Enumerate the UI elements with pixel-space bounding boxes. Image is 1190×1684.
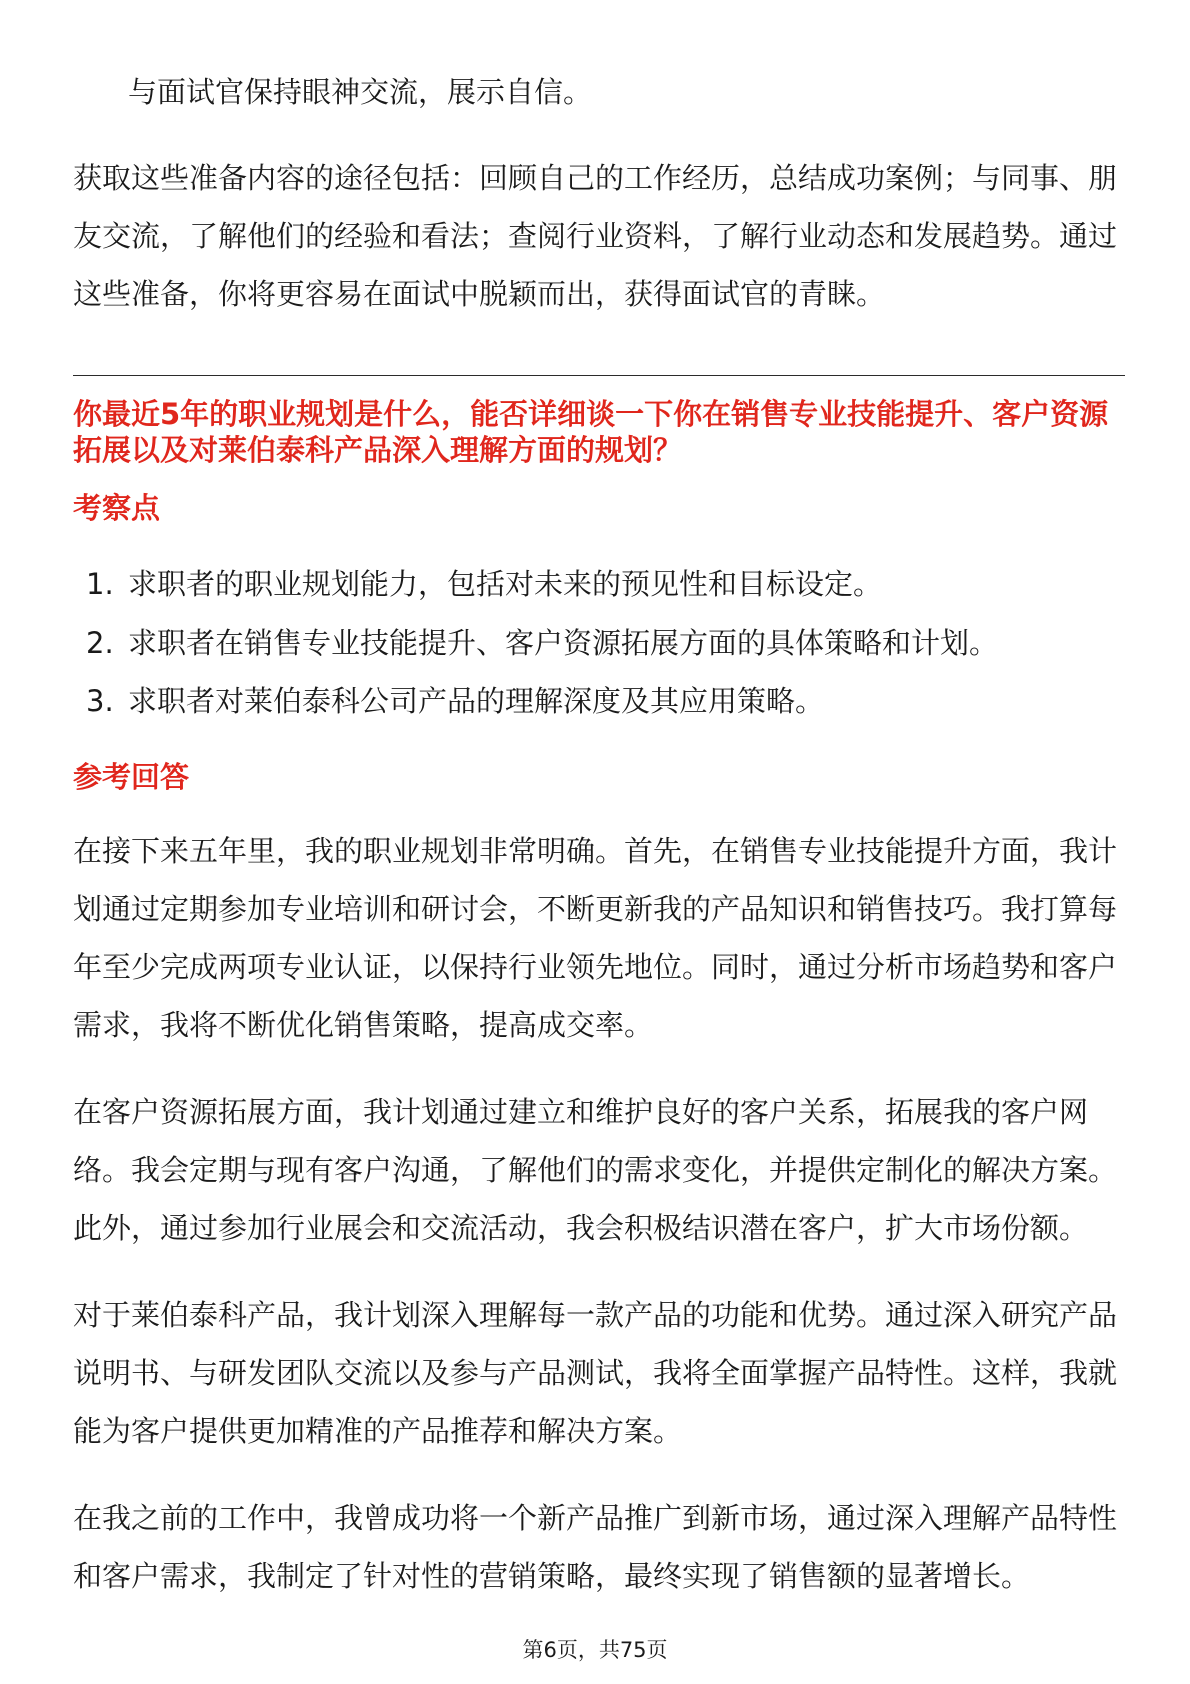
paragraph-line: 对于莱伯泰科产品，我计划深入理解每一款产品的功能和优势。通过深入研究产品 <box>73 1298 1118 1332</box>
intro-line: 与面试官保持眼神交流，展示自信。 <box>128 75 593 109</box>
answer-heading: 参考回答 <box>73 760 190 794</box>
answer-paragraph <box>73 1489 1117 1605</box>
assessment-list <box>73 555 1125 731</box>
question-heading <box>73 396 1108 468</box>
paragraph-line: 这些准备，你将更容易在面试中脱颖而出，获得面试官的青睐。 <box>73 277 886 311</box>
paragraph-line: 络。我会定期与现有客户沟通，了解他们的需求变化，并提供定制化的解决方案。 <box>73 1153 1118 1187</box>
prep-paragraph <box>73 149 1117 323</box>
list-item <box>73 614 1125 673</box>
paragraph-line: 和客户需求，我制定了针对性的营销策略，最终实现了销售额的显著增长。 <box>73 1559 1031 1593</box>
list-item-number: 2. <box>86 625 114 660</box>
paragraph-line: 在接下来五年里，我的职业规划非常明确。首先，在销售专业技能提升方面，我计 <box>73 834 1118 868</box>
answer-paragraph <box>73 1286 1117 1460</box>
paragraph-line: 需求，我将不断优化销售策略，提高成交率。 <box>73 1008 654 1042</box>
list-item-text: 求职者对莱伯泰科公司产品的理解深度及其应用策略。 <box>128 684 825 718</box>
list-item-number: 1. <box>86 567 114 601</box>
list-item-text: 求职者在销售专业技能提升、客户资源拓展方面的具体策略和计划。 <box>128 625 999 660</box>
paragraph-line: 在我之前的工作中，我曾成功将一个新产品推广到新市场，通过深入理解产品特性 <box>73 1501 1118 1535</box>
paragraph-line: 划通过定期参加专业培训和研讨会，不断更新我的产品知识和销售技巧。我打算每 <box>73 892 1118 926</box>
answer-paragraph <box>73 1083 1117 1257</box>
question-line: 拓展以及对莱伯泰科产品深入理解方面的规划？ <box>73 433 683 467</box>
page-number: 第6页，共75页 <box>522 1638 668 1662</box>
paragraph-line: 在客户资源拓展方面，我计划通过建立和维护良好的客户关系，拓展我的客户网 <box>73 1095 1089 1129</box>
list-item-text: 求职者的职业规划能力，包括对未来的预见性和目标设定。 <box>128 567 883 601</box>
answer-paragraph <box>73 822 1117 1054</box>
answer-body <box>73 822 1117 1605</box>
paragraph-line: 获取这些准备内容的途径包括：回顾自己的工作经历，总结成功案例；与同事、朋 <box>73 161 1118 195</box>
question-line: 你最近5年的职业规划是什么，能否详细谈一下你在销售专业技能提升、客户资源 <box>73 397 1109 431</box>
paragraph-line: 能为客户提供更加精准的产品推荐和解决方案。 <box>73 1414 683 1448</box>
paragraph-line: 年至少完成两项专业认证，以保持行业领先地位。同时，通过分析市场趋势和客户 <box>73 950 1118 984</box>
paragraph-line: 此外，通过参加行业展会和交流活动，我会积极结识潜在客户，扩大市场份额。 <box>73 1211 1089 1245</box>
section-divider <box>73 375 1125 376</box>
paragraph-line: 说明书、与研发团队交流以及参与产品测试，我将全面掌握产品特性。这样，我就 <box>73 1356 1118 1390</box>
list-item <box>73 672 1125 731</box>
paragraph-line: 友交流，了解他们的经验和看法；查阅行业资料，了解行业动态和发展趋势。通过 <box>73 219 1118 253</box>
list-item-number: 3. <box>86 684 114 718</box>
assessment-heading: 考察点 <box>73 491 161 525</box>
list-item <box>73 555 1125 614</box>
